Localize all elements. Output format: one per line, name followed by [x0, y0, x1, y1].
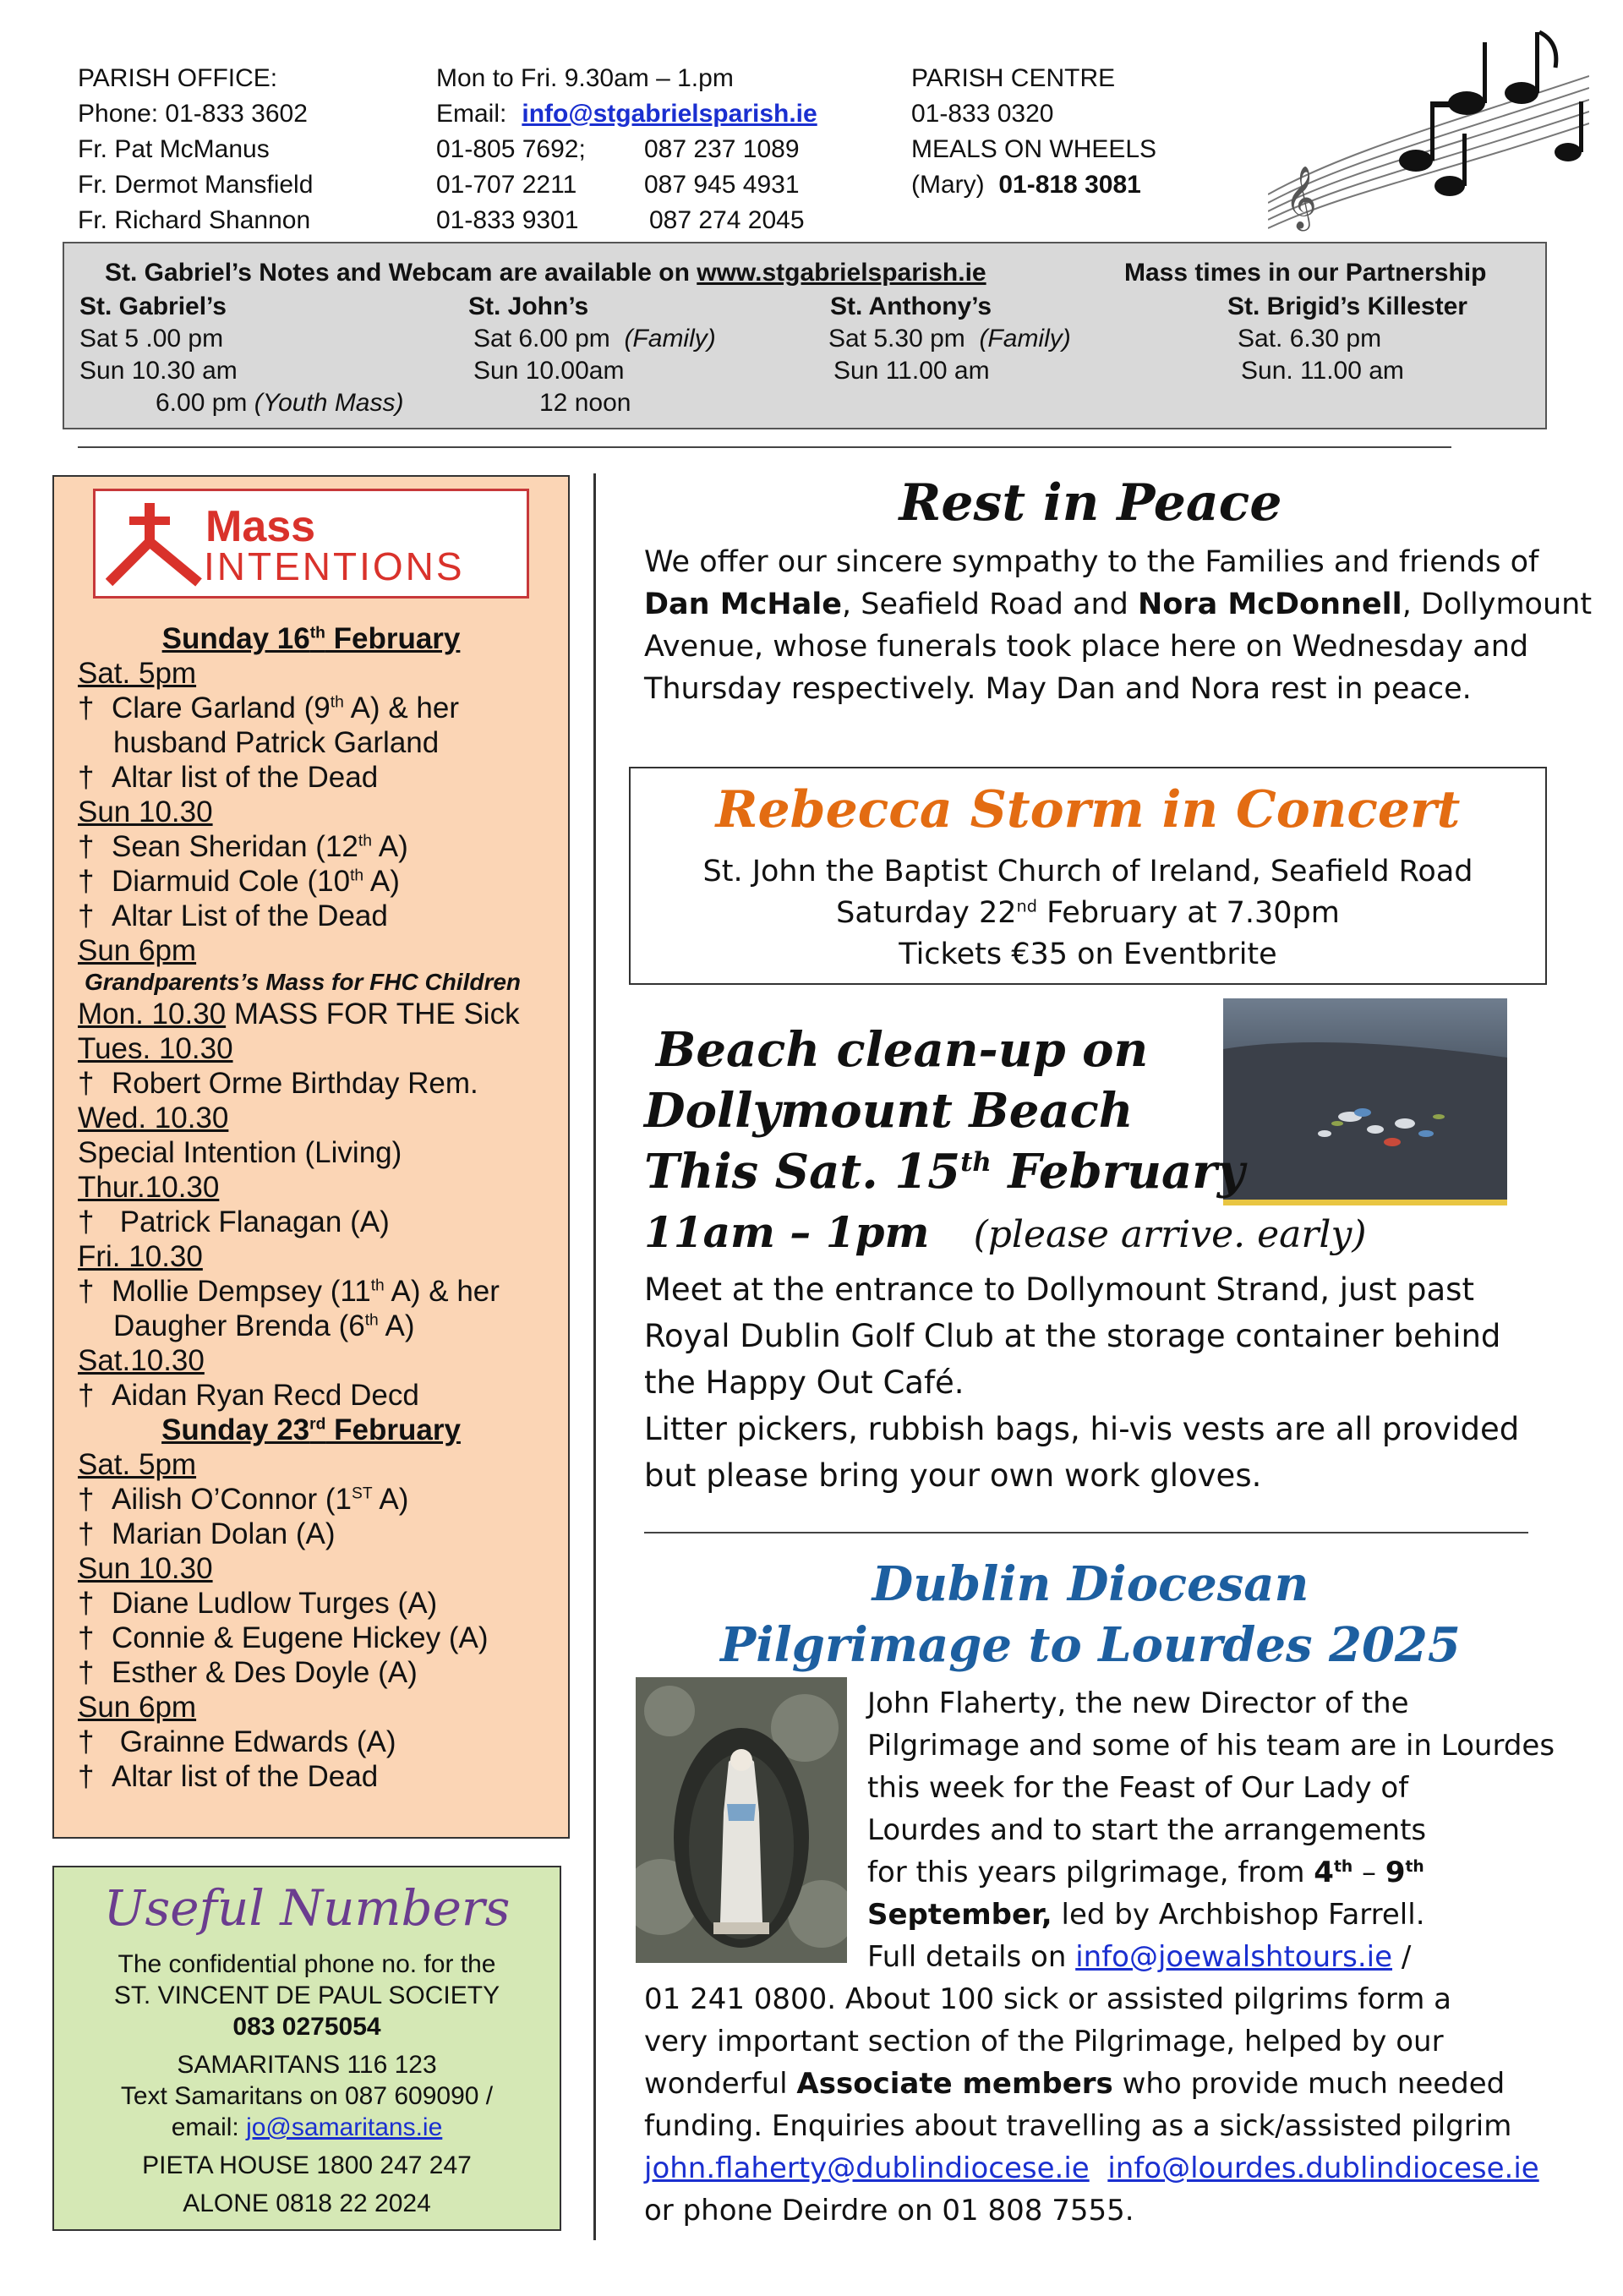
office-email-link[interactable]: info@stgabrielsparish.ie — [522, 100, 817, 128]
mass-slot: Sun 6pm — [78, 934, 197, 967]
intention-item: † Robert Orme Birthday Rem. — [78, 1067, 478, 1100]
mass-slot: Sun 6pm — [78, 1691, 197, 1724]
intention-item: † Connie & Eugene Hickey (A) — [78, 1621, 489, 1654]
intention-item: † Altar list of the Dead — [78, 761, 379, 794]
svp-phone: 083 0275054 — [232, 2013, 381, 2041]
mass-slot: Sat. 5pm — [78, 657, 197, 690]
priest-mobiles — [644, 132, 805, 238]
meals-label: MEALS ON WHEELS — [911, 135, 1157, 163]
intention-item: Special Intention (Living) — [78, 1136, 402, 1169]
mass-time: 12 noon — [539, 389, 631, 417]
intention-item: † Diarmuid Cole (10th A) — [78, 865, 400, 898]
divider — [644, 1532, 1528, 1533]
intention-item: Daugher Brenda (6th A) — [113, 1309, 415, 1342]
mass-time: Sun. 11.00 am — [1241, 357, 1404, 385]
church-name: St. Brigid’s Killester — [1227, 292, 1467, 320]
intention-item: † Grainne Edwards (A) — [78, 1725, 396, 1758]
mass-slot: Wed. 10.30 — [78, 1102, 229, 1134]
intention-item: † Diane Ludlow Turges (A) — [78, 1587, 438, 1620]
centre-label: PARISH CENTRE — [911, 64, 1116, 92]
mass-slot: Sun 10.30 — [78, 1552, 213, 1585]
useful-line: The confidential phone no. for the — [117, 1950, 496, 1978]
church-name: St. Anthony’s — [830, 292, 992, 320]
intention-item: † Clare Garland (9th A) & her — [78, 692, 459, 724]
useful-numbers-panel — [52, 1866, 561, 2231]
deceased-name: Nora McDonnell — [1138, 588, 1402, 621]
mass-slot: Sat. 5pm — [78, 1448, 197, 1481]
lourdes-heading: Dublin Diocesan Pilgrimage to Lourdes 2025 — [720, 1556, 1461, 1673]
divider — [78, 446, 1451, 448]
column-divider — [593, 473, 596, 2240]
church-cross-icon — [106, 500, 205, 593]
parish-website-link[interactable]: www.stgabrielsparish.ie — [697, 259, 986, 287]
logo-word-mass: Mass — [205, 502, 316, 551]
partnership-label: Mass times in our Partnership — [1124, 259, 1487, 287]
joewalsh-email-link[interactable]: info@joewalshtours.ie — [1075, 1940, 1393, 1974]
office-label: PARISH OFFICE: — [78, 64, 278, 92]
samaritans-email-link[interactable]: jo@samaritans.ie — [246, 2113, 443, 2141]
useful-line: SAMARITANS 116 123 — [177, 2051, 437, 2079]
lourdes-email-link[interactable]: info@lourdes.dublindiocese.ie — [1107, 2151, 1539, 2185]
centre-phone: 01-833 0320 — [911, 100, 1054, 128]
concert-title: Rebecca Storm in Concert — [715, 780, 1461, 839]
logo-word-intentions: INTENTIONS — [204, 544, 465, 588]
mass-slot: Sun 10.30 — [78, 795, 213, 828]
church-name: St. John’s — [468, 292, 589, 320]
intention-item: husband Patrick Garland — [113, 726, 440, 759]
deceased-name: Dan McHale — [644, 588, 842, 621]
office-phone: Phone: 01-833 3602 — [78, 100, 308, 128]
intention-item: † Patrick Flanagan (A) — [78, 1205, 390, 1238]
music-notes-graphic — [1268, 25, 1589, 237]
useful-line: email: jo@samaritans.ie — [171, 2113, 443, 2141]
concert-notice — [629, 767, 1547, 985]
meals-row: (Mary) 01-818 3081 — [911, 171, 1141, 199]
priest-mobile: 087 945 4931 — [644, 171, 800, 199]
mass-time: Sun 11.00 am — [833, 357, 990, 385]
intention-item: † Ailish O’Connor (1ST A) — [78, 1483, 409, 1516]
priest-phone: 01-833 9301 — [436, 206, 579, 234]
mass-slot: Sat.10.30 — [78, 1344, 205, 1377]
intention-item: † Mollie Dempsey (11th A) & her — [78, 1275, 500, 1308]
intention-item: † Esther & Des Doyle (A) — [78, 1656, 418, 1689]
intention-note: Grandparents’s Mass for FHC Children — [85, 969, 522, 995]
contact-names — [78, 61, 313, 238]
rip-text: We offer our sincere sympathy to the Families and friends of Dan McHale, Seafield Road and Nora McDonnell, Dollymount Avenue, whose funerals took place here on Wednesday and Thursday respectively. May Dan and Nora rest in peace. — [644, 545, 1593, 706]
mass-slot: Tues. 10.30 — [78, 1032, 233, 1065]
priest-name: Fr. Pat McManus — [78, 135, 270, 163]
useful-line: PIETA HOUSE 1800 247 247 — [142, 2151, 472, 2179]
lourdes-text-bottom: 01 241 0800. About 100 sick or assisted pilgrims form a very important section of the Pilgrimage, helped by our wonderful Associate members who provide much needed funding. Enquiries about travelling as a sick/assisted pilgrim john.flaherty@dublindiocese.ie info@lourdes.dublindiocese.ie or phone Deirdre on 01 808 7555. — [644, 1982, 1539, 2228]
intention-item: † Altar List of the Dead — [78, 899, 388, 932]
mass-time: Sat 5.30 pm (Family) — [828, 325, 1071, 353]
mass-intentions-logo — [93, 489, 529, 599]
useful-line: Text Samaritans on 087 609090 / — [120, 2082, 494, 2110]
sunday-heading: Sunday 23rd February — [161, 1413, 461, 1446]
mass-slot: Mon. 10.30 MASS FOR THE Sick — [78, 998, 520, 1030]
useful-line: ST. VINCENT DE PAUL SOCIETY — [113, 1982, 500, 2009]
priest-phone: 01-805 7692; — [436, 135, 586, 163]
flaherty-email-link[interactable]: john.flaherty@dublindiocese.ie — [644, 2151, 1090, 2185]
lourdes-grotto-photo — [636, 1677, 847, 1963]
intention-item: † Aidan Ryan Recd Decd — [78, 1379, 419, 1412]
intention-item: † Sean Sheridan (12th A) — [78, 830, 408, 863]
intention-item: † Altar list of the Dead — [78, 1760, 379, 1793]
mass-time: Sat 6.00 pm (Family) — [473, 325, 716, 353]
intention-item: † Marian Dolan (A) — [78, 1517, 336, 1550]
useful-numbers-title: Useful Numbers — [103, 1879, 511, 1937]
beach-cleanup-details: Meet at the entrance to Dollymount Strand, just past Royal Dublin Golf Club at the storage container behind the Happy Out Café. Litter pickers, rubbish bags, hi-vis vests are all provided but please bring your own work gloves. — [644, 1271, 1520, 1494]
mass-time: Sun 10.30 am — [79, 357, 238, 385]
sunday-heading: Sunday 16th February — [161, 622, 461, 655]
priest-mobile: 087 274 2045 — [649, 206, 805, 234]
lourdes-text-top: John Flaherty, the new Director of the Pilgrimage and some of his team are in Lourdes this week for the Feast of Our Lady of Lourdes and to start the arrangements for this years pilgrimage, from 4th – 9th September, led by Archbishop Farrell. Full details on info@joewalshtours.ie / — [867, 1686, 1555, 1974]
email-label: Email: — [436, 100, 507, 128]
office-email-row — [436, 96, 817, 132]
intentions-list — [78, 621, 568, 1794]
mass-time: 6.00 pm (Youth Mass) — [156, 389, 404, 417]
useful-numbers-list — [54, 1949, 560, 2219]
rip-title: Rest in Peace — [899, 473, 1282, 533]
mass-slot: Fri. 10.30 — [78, 1240, 203, 1273]
mass-time: Sat 5 .00 pm — [79, 325, 224, 353]
beach-cleanup-heading: Beach clean-up on Dollymount Beach This Sat. 15th February 11am – 1pm (please arrive. early) — [644, 1022, 1367, 1257]
mass-times-box — [63, 242, 1547, 429]
priest-phone: 01-707 2211 — [436, 171, 577, 199]
priest-name: Fr. Richard Shannon — [78, 206, 311, 234]
notes-text: St. Gabriel’s Notes and Webcam are available on www.stgabrielsparish.ie — [105, 259, 986, 287]
priest-name: Fr. Dermot Mansfield — [78, 171, 314, 199]
parish-centre-info — [911, 61, 1156, 203]
concert-details: St. John the Baptist Church of Ireland, Seafield Road Saturday 22nd February at 7.30pm Tickets €35 on Eventbrite — [702, 855, 1473, 971]
church-name: St. Gabriel’s — [79, 292, 227, 320]
svg-text:𝄞: 𝄞 — [1285, 167, 1317, 229]
mass-time: Sat. 6.30 pm — [1238, 325, 1382, 353]
mass-time: Sun 10.00am — [473, 357, 625, 385]
meals-phone: 01-818 3081 — [998, 171, 1141, 199]
mass-slot: Thur.10.30 — [78, 1171, 220, 1204]
office-hours: Mon to Fri. 9.30am – 1.pm — [436, 64, 734, 92]
useful-line: ALONE 0818 22 2024 — [183, 2189, 431, 2217]
priest-mobile: 087 237 1089 — [644, 135, 800, 163]
